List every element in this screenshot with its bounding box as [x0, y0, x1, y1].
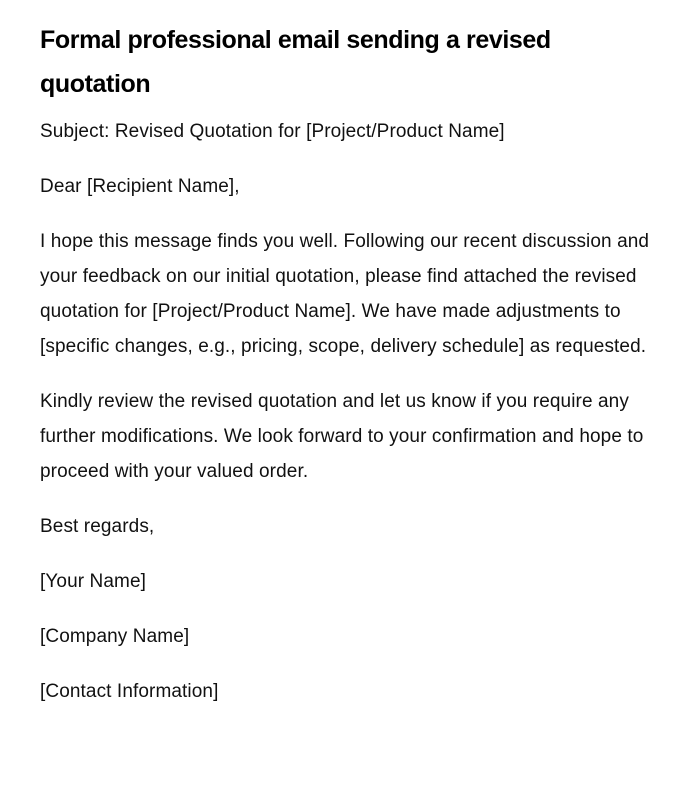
email-body-paragraph-2: Kindly review the revised quotation and let us know if you require any further modifications. We look forward to your confirmation and hope to proceed with your valued order.: [40, 391, 644, 482]
email-greeting: Dear [Recipient Name],: [40, 176, 240, 197]
document-title: Formal professional email sending a revised quotation: [40, 26, 551, 98]
signature-company: [Company Name]: [40, 626, 190, 647]
email-closing: Best regards,: [40, 516, 155, 537]
signature-name: [Your Name]: [40, 571, 147, 592]
email-subject: Subject: Revised Quotation for [Project/Product Name]: [40, 121, 505, 142]
email-body-paragraph-1: I hope this message finds you well. Following our recent discussion and your feedback on our initial quotation, please find attached the revised quotation for [Project/Product Name]. We have made adjustments to [specific changes, e.g., pricing, scope, delivery schedule] as requested.: [40, 231, 650, 357]
signature-contact: [Contact Information]: [40, 681, 219, 702]
